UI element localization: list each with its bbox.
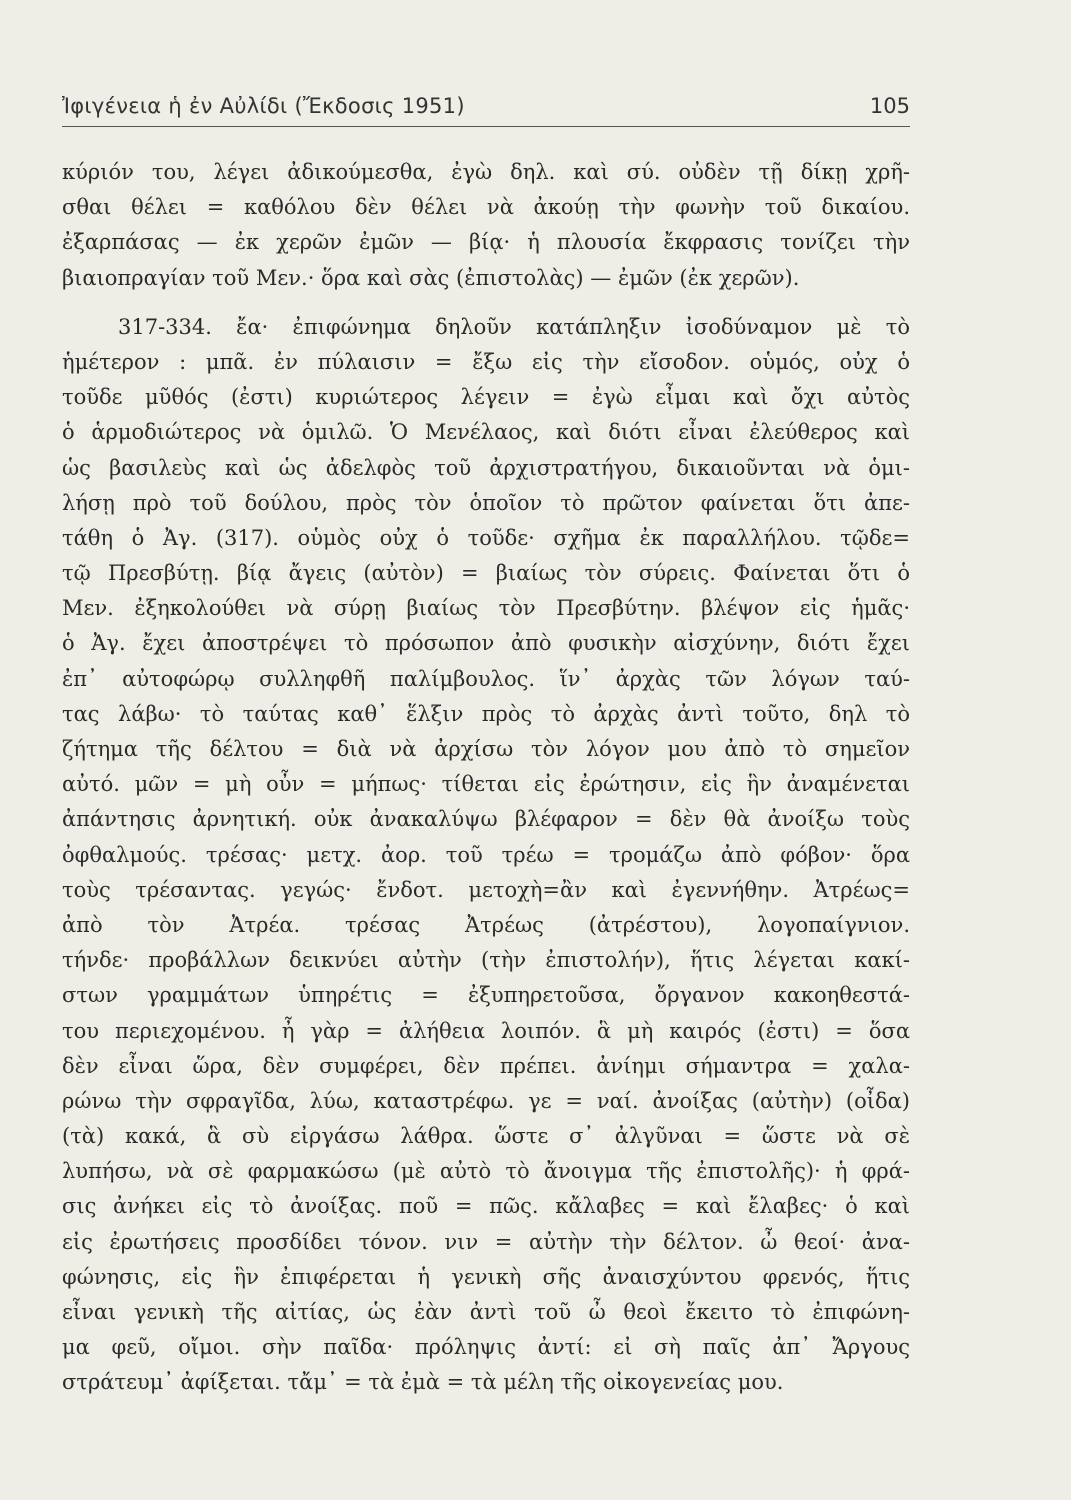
running-title: Ἰφιγένεια ἡ ἐν Αὐλίδι (Ἔκδοσις 1951) bbox=[62, 94, 465, 118]
text-line: ἀπάντησις ἀρνητική. οὐκ ἀνακαλύψω βλέφαρον = δὲν θὰ ἀνοίξω τοὺς bbox=[62, 807, 910, 832]
text-line: ἀπὸ τὸν Ἀτρέα. τρέσας Ἀτρέως (ἀτρέστου), λογοπαίγνιον. bbox=[62, 912, 910, 937]
text-line: λήσῃ πρὸ τοῦ δούλου, πρὸς τὸν ὁποῖον τὸ πρῶτον φαίνεται ὅτι ἀπε- bbox=[62, 490, 910, 515]
text-line: ἐξαρπάσας — ἐκ χερῶν ἐμῶν — βίᾳ· ἡ πλουσία ἔκφρασις τονίζει τὴν bbox=[62, 230, 910, 255]
running-header bbox=[62, 90, 910, 127]
page-number: 105 bbox=[869, 94, 910, 118]
text-line: τήνδε· προβάλλων δεικνύει αὐτὴν (τὴν ἐπιστολήν), ἥτις λέγεται κακί- bbox=[62, 948, 910, 973]
text-line: ἡμέτερον : μπᾶ. ἐν πύλαισιν = ἔξω εἰς τὴν εἴσοδον. οὑμός, οὐχ ὁ bbox=[62, 349, 910, 374]
text-line: λυπήσω, νὰ σὲ φαρμακώσω (μὲ αὐτὸ τὸ ἄνοιγμα τῆς ἐπιστολῆς)· ἡ φρά- bbox=[62, 1159, 910, 1184]
text-line: φώνησις, εἰς ἣν ἐπιφέρεται ἡ γενικὴ σῆς ἀναισχύντου φρενός, ἥτις bbox=[62, 1264, 910, 1289]
paragraph-2 bbox=[62, 310, 910, 1401]
paragraph-1 bbox=[62, 155, 910, 296]
text-line: στων γραμμάτων ὑπηρέτις = ἐξυπηρετοῦσα, ὄργανον κακοηθεστά- bbox=[62, 983, 910, 1008]
commentary-text bbox=[62, 155, 910, 1401]
text-line: (τὰ) κακά, ἃ σὺ εἰργάσω λάθρα. ὥστε σ᾽ ἀλγῦναι = ὥστε νὰ σὲ bbox=[62, 1124, 910, 1149]
text-line: βιαιοπραγίαν τοῦ Μεν.· ὅρα καὶ σὰς (ἐπιστολὰς) — ἐμῶν (ἐκ χερῶν). bbox=[62, 265, 800, 290]
text-line: ὡς βασιλεὺς καὶ ὡς ἀδελφὸς τοῦ ἀρχιστρατήγου, δικαιοῦνται νὰ ὁμι- bbox=[62, 455, 910, 480]
text-line: 317-334. ἔα· ἐπιφώνημα δηλοῦν κατάπληξιν ἰσοδύναμον μὲ τὸ bbox=[118, 314, 910, 339]
text-line: ὁ Ἀγ. ἔχει ἀποστρέψει τὸ πρόσωπον ἀπὸ φυσικὴν αἰσχύνην, διότι ἔχει bbox=[62, 631, 910, 656]
text-line: Μεν. ἐξηκολούθει νὰ σύρῃ βιαίως τὸν Πρεσβύτην. βλέψον εἰς ἡμᾶς· bbox=[62, 596, 910, 621]
text-line: τας λάβω· τὸ ταύτας καθ᾽ ἕλξιν πρὸς τὸ ἀρχὰς ἀντὶ τοῦτο, δηλ τὸ bbox=[62, 701, 910, 726]
text-line: ἐπ᾽ αὐτοφώρῳ συλληφθῆ παλίμβουλος. ἵν᾽ ἀρχὰς τῶν λόγων ταύ- bbox=[62, 666, 910, 691]
text-line: δὲν εἶναι ὥρα, δὲν συμφέρει, δὲν πρέπει. ἀνίημι σήμαντρα = χαλα- bbox=[62, 1053, 910, 1078]
text-line: μα φεῦ, οἴμοι. σὴν παῖδα· πρόληψις ἀντί: εἰ σὴ παῖς ἀπ᾽ Ἄργους bbox=[62, 1335, 910, 1360]
text-line: τῷ Πρεσβύτῃ. βίᾳ ἄγεις (αὐτὸν) = βιαίως τὸν σύρεις. Φαίνεται ὅτι ὁ bbox=[62, 561, 910, 586]
text-line: σθαι θέλει = καθόλου δὲν θέλει νὰ ἀκούῃ τὴν φωνὴν τοῦ δικαίου. bbox=[62, 195, 910, 220]
text-line: ὁ ἁρμοδιώτερος νὰ ὁμιλῶ. Ὁ Μενέλαος, καὶ διότι εἶναι ἐλεύθερος καὶ bbox=[62, 420, 910, 445]
text-line: ὀφθαλμούς. τρέσας· μετχ. ἀορ. τοῦ τρέω = τρομάζω ἀπὸ φόβον· ὅρα bbox=[62, 842, 910, 867]
text-line: εἶναι γενικὴ τῆς αἰτίας, ὡς ἐὰν ἀντὶ τοῦ ὦ θεοὶ ἔκειτο τὸ ἐπιφώνη- bbox=[62, 1300, 910, 1324]
text-line: τοῦδε μῦθός (ἐστι) κυριώτερος λέγειν = ἐγὼ εἶμαι καὶ ὄχι αὐτὸς bbox=[62, 385, 910, 410]
text-line: ζήτημα τῆς δέλτου = διὰ νὰ ἀρχίσω τὸν λόγον μου ἀπὸ τὸ σημεῖον bbox=[62, 737, 910, 761]
text-line: ρώνω τὴν σφραγῖδα, λύω, καταστρέφω. γε = ναί. ἀνοίξας (αὐτὴν) (οἶδα) bbox=[62, 1088, 910, 1113]
text-line: εἰς ἐρωτήσεις προσδίδει τόνον. νιν = αὐτὴν τὴν δέλτον. ὦ θεοί· ἀνα- bbox=[62, 1229, 910, 1254]
text-line: τάθη ὁ Ἀγ. (317). οὑμὸς οὐχ ὁ τοῦδε· σχῆμα ἐκ παραλλήλου. τῷδε= bbox=[62, 525, 910, 550]
text-line: τοὺς τρέσαντας. γεγώς· ἔνδοτ. μετοχὴ=ἂν καὶ ἐγεννήθην. Ἀτρέως= bbox=[62, 877, 910, 902]
text-line: κύριόν του, λέγει ἀδικούμεσθα, ἐγὼ δηλ. καὶ σύ. οὐδὲν τῇ δίκῃ χρῆ- bbox=[62, 160, 910, 184]
text-line: αὐτό. μῶν = μὴ οὖν = μήπως· τίθεται εἰς ἐρώτησιν, εἰς ἣν ἀναμένεται bbox=[62, 772, 910, 797]
text-line: στράτευμ᾽ ἀφίξεται. τἄμ᾽ = τὰ ἐμὰ = τὰ μέλη τῆς οἰκογενείας μου. bbox=[62, 1370, 784, 1395]
text-line: σις ἀνήκει εἰς τὸ ἀνοίξας. ποῦ = πῶς. κἄλαβες = καὶ ἔλαβες· ὁ καὶ bbox=[62, 1194, 910, 1219]
text-line: του περιεχομένου. ἦ γὰρ = ἀλήθεια λοιπόν. ἃ μὴ καιρός (ἐστι) = ὅσα bbox=[62, 1018, 910, 1043]
